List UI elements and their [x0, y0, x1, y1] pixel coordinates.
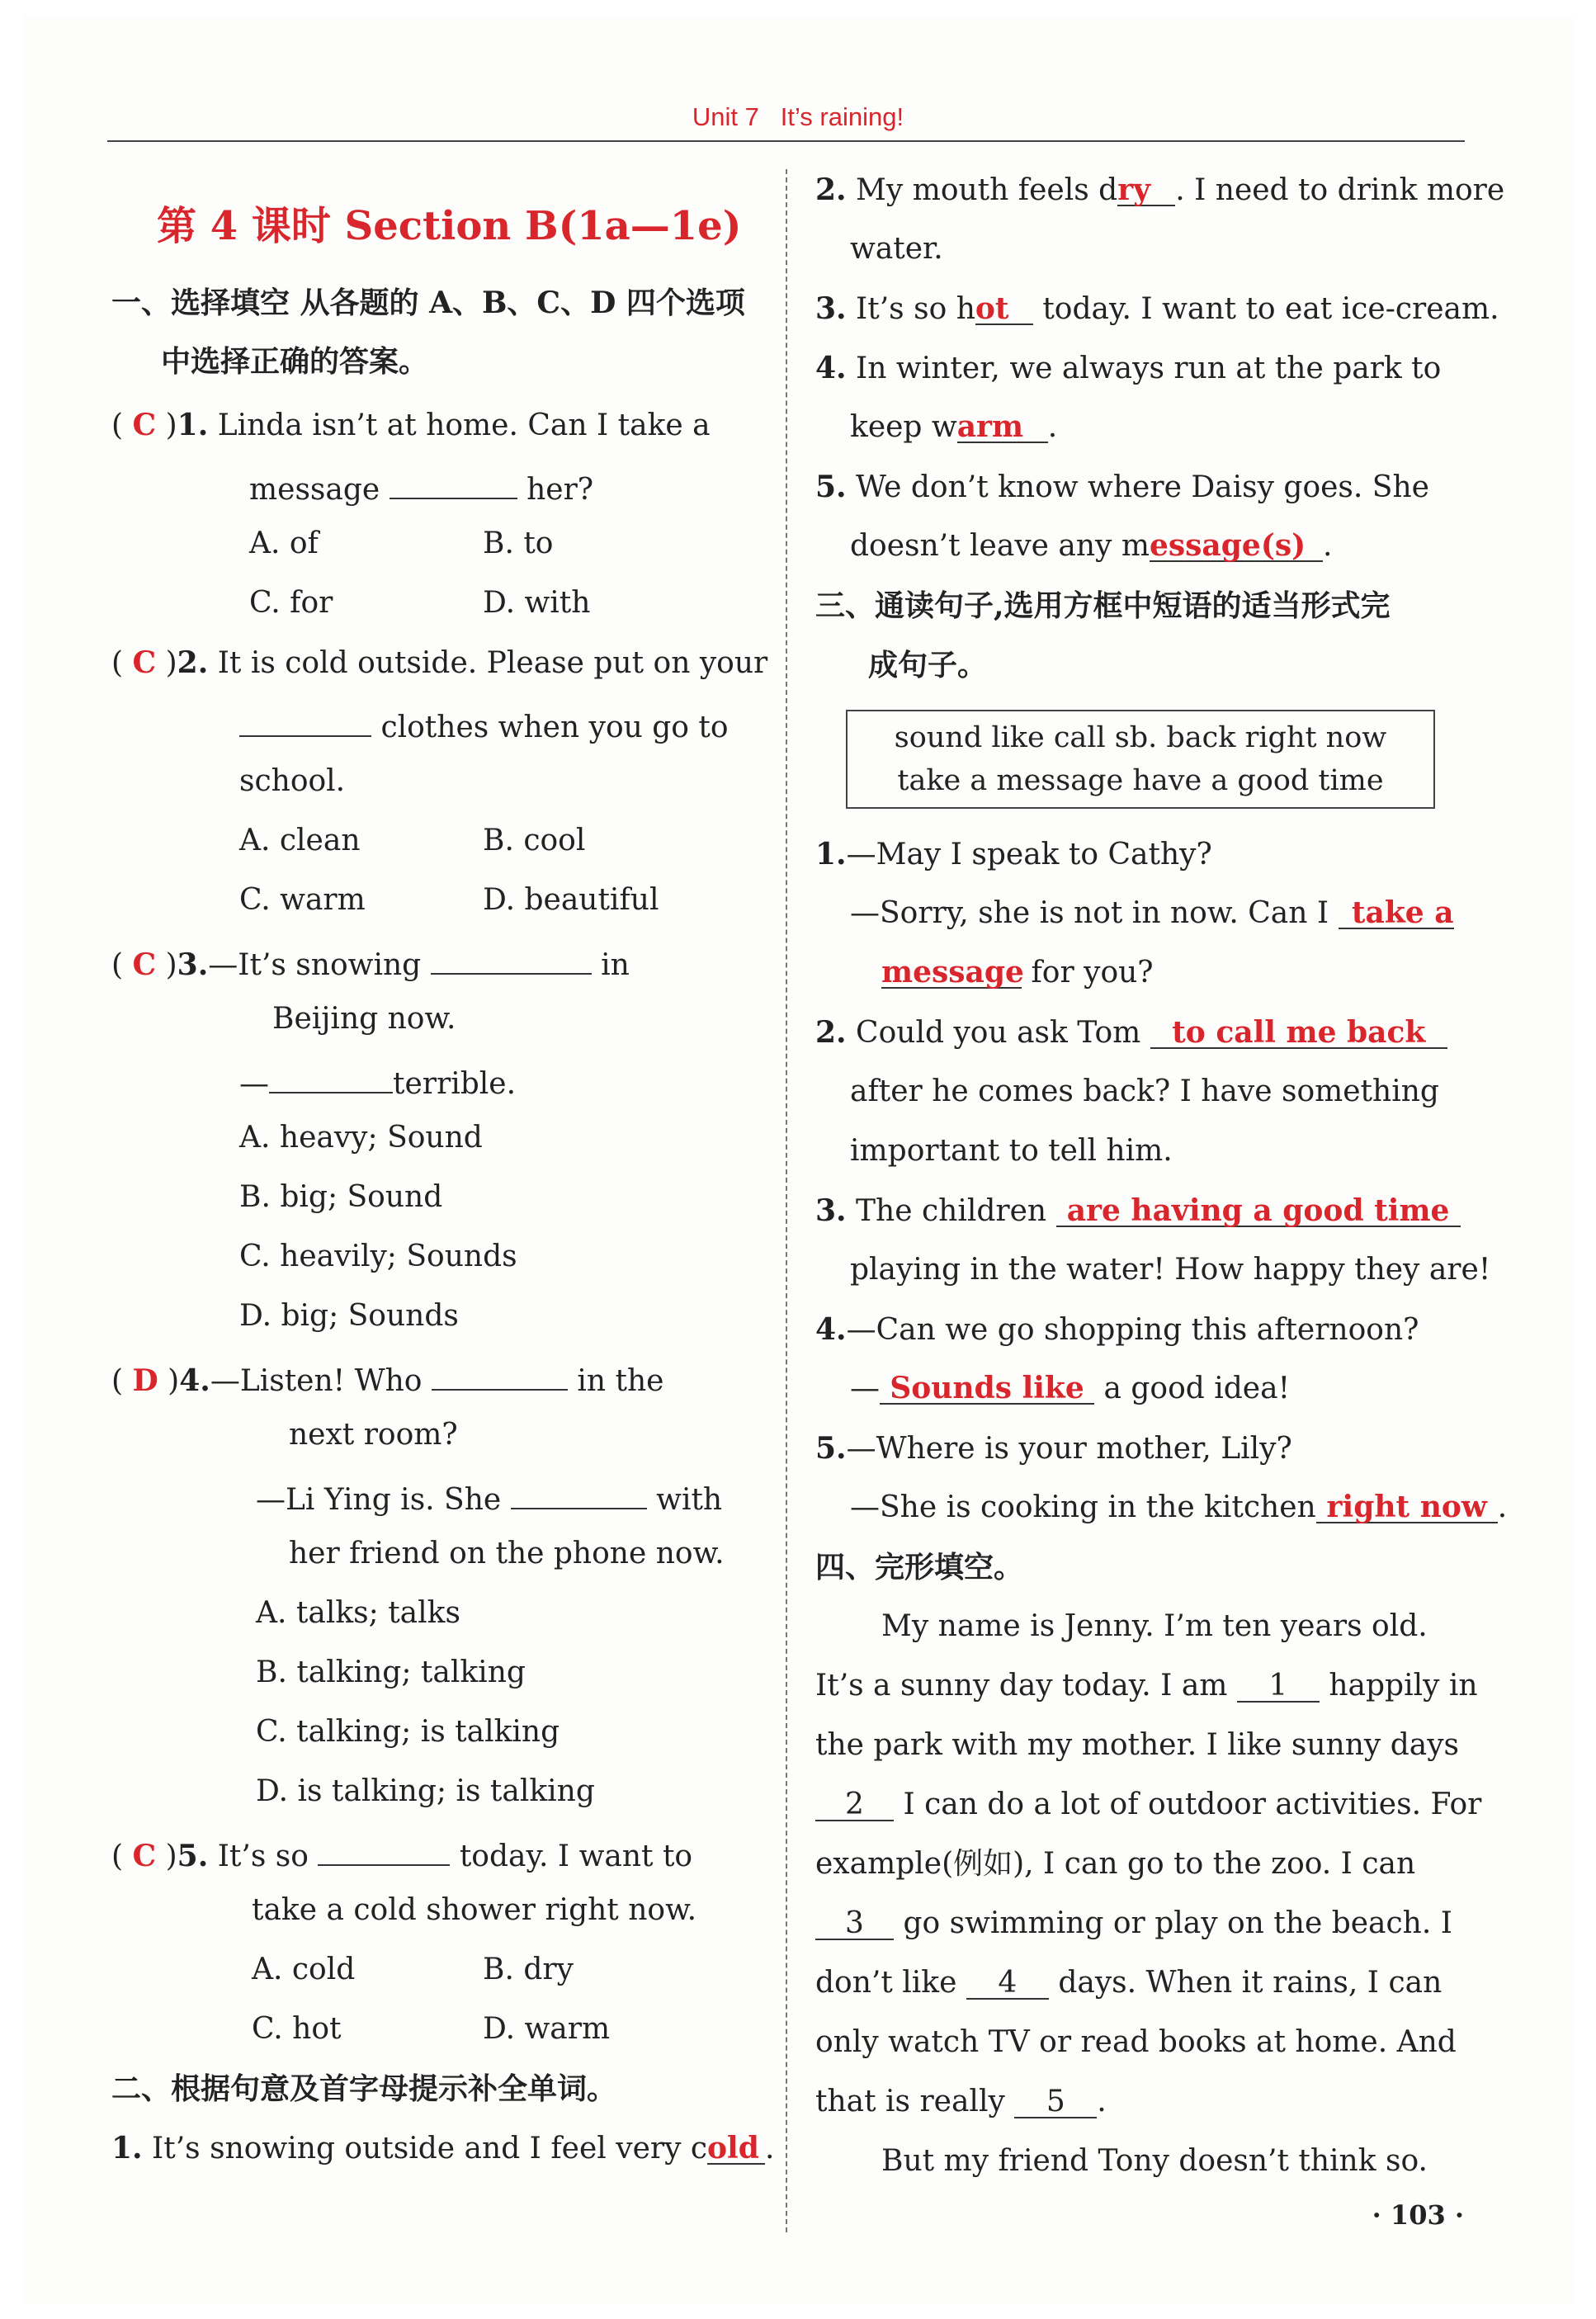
q5-answer: C — [132, 1839, 157, 1873]
header-rule — [107, 140, 1465, 142]
q1-option-c: C. for — [249, 586, 333, 620]
p3-q5-answer: right now — [1316, 1490, 1498, 1523]
q5-blank[interactable] — [318, 1833, 450, 1866]
q4-line1: ( D )4.—Listen! Who in the — [111, 1358, 663, 1400]
cloze-blank-1[interactable]: 1 — [1237, 1670, 1320, 1703]
q2-option-d: D. beautiful — [483, 883, 659, 917]
q3-line1: ( C )3.—It’s snowing in — [111, 942, 630, 984]
part2-item-4: 4. In winter, we always run at the park to — [815, 351, 1442, 385]
q5-option-c: C. hot — [252, 2012, 342, 2046]
part2-item-5: 5. We don’t know where Daisy goes. She — [815, 470, 1429, 504]
q2-line1: ( C )2. It is cold outside. Please put on your — [111, 645, 768, 680]
p3-q2-line2: after he comes back? I have something — [850, 1074, 1439, 1108]
cloze-line-1: My name is Jenny. I’m ten years old. — [881, 1609, 1428, 1643]
q2-option-c: C. warm — [239, 883, 366, 917]
q4-line4: her friend on the phone now. — [289, 1537, 725, 1570]
q1-option-a: A. of — [249, 527, 319, 560]
cloze-line-10: But my friend Tony doesn’t think so. — [881, 2144, 1428, 2178]
q2-line2: clothes when you go to — [239, 704, 729, 746]
q2-answer: C — [132, 645, 157, 680]
phrase-box-row-1: sound like call sb. back right now — [894, 721, 1387, 754]
p3-q1-line3: message for you? — [881, 955, 1154, 989]
q4-answer: D — [132, 1363, 158, 1398]
q1-line1: ( C )1. Linda isn’t at home. Can I take a — [111, 408, 711, 442]
phrase-box-row-2: take a message have a good time — [897, 764, 1384, 797]
q4-line3: —Li Ying is. She with — [256, 1476, 722, 1518]
p3-q2-line1: 2. Could you ask Tom to call me back — [815, 1014, 1447, 1051]
cloze-line-5: example(例如), I can go to the zoo. I can — [815, 1847, 1416, 1881]
part2-item-1: 1. It’s snowing outside and I feel very cold . — [111, 2131, 775, 2166]
part4-heading: 四、完形填空。 — [815, 1550, 1024, 1585]
p3-q1-answer-a: take a — [1339, 896, 1454, 929]
q3-option-a: A. heavy; Sound — [239, 1121, 483, 1155]
q4-option-b: B. talking; talking — [256, 1655, 526, 1689]
part3-heading-cont: 成句子。 — [868, 648, 988, 682]
q5-line2: take a cold shower right now. — [252, 1893, 697, 1927]
q4-option-d: D. is talking; is talking — [256, 1774, 595, 1808]
p3-q1-line1: 1.—May I speak to Cathy? — [815, 837, 1212, 871]
q5-option-a: A. cold — [252, 1953, 356, 1986]
cloze-line-4: 2 I can do a lot of outdoor activities. For — [815, 1787, 1481, 1823]
q1-option-b: B. to — [483, 527, 554, 560]
part1-heading-cont: 中选择正确的答案。 — [161, 344, 429, 379]
part2-answer-2: ry — [1117, 173, 1175, 206]
cloze-line-8: only watch TV or read books at home. And — [815, 2025, 1457, 2059]
part2-heading: 二、根据句意及首字母提示补全单词。 — [111, 2071, 617, 2106]
cloze-line-6: 3 go swimming or play on the beach. I — [815, 1906, 1452, 1942]
cloze-line-2: It’s a sunny day today. I am 1 happily in — [815, 1669, 1478, 1703]
q3-answer: C — [132, 947, 157, 982]
q4-line2: next room? — [289, 1418, 458, 1452]
p3-q3-line1: 3. The children are having a good time — [815, 1193, 1461, 1230]
p3-q5-line1: 5.—Where is your mother, Lily? — [815, 1431, 1292, 1466]
q1-blank[interactable] — [390, 466, 517, 499]
part1-heading: 一、选择填空 从各题的 A、B、C、D 四个选项 — [111, 286, 745, 320]
part2-answer-5: essage(s) — [1150, 529, 1323, 562]
running-header — [0, 102, 1596, 132]
p3-q2-line3: important to tell him. — [850, 1134, 1173, 1168]
q2-option-b: B. cool — [483, 824, 586, 857]
q1-option-d: D. with — [483, 586, 591, 620]
p3-q3-answer: are having a good time — [1056, 1194, 1461, 1227]
q3-blank-1[interactable] — [431, 942, 592, 975]
q4-blank-2[interactable] — [511, 1476, 647, 1509]
unit-label: Unit 7 — [692, 102, 759, 131]
part2-item-2-cont: water. — [850, 232, 943, 266]
q1-answer: C — [132, 408, 157, 442]
part2-item-2: 2. My mouth feels dry . I need to drink more — [815, 172, 1505, 207]
q2-option-a: A. clean — [239, 824, 361, 857]
cloze-line-9: that is really 5 . — [815, 2085, 1107, 2118]
q2-blank[interactable] — [239, 704, 371, 737]
q4-option-a: A. talks; talks — [256, 1596, 460, 1630]
q5-option-d: D. warm — [483, 2012, 611, 2046]
q2-line3: school. — [239, 764, 346, 798]
unit-title: It’s raining! — [780, 102, 904, 131]
q3-line2: Beijing now. — [272, 1002, 456, 1036]
cloze-blank-5[interactable]: 5 — [1014, 2085, 1097, 2118]
p3-q3-line2: playing in the water! How happy they are! — [850, 1253, 1491, 1287]
p3-q5-line2: —She is cooking in the kitchen right now . — [850, 1490, 1508, 1524]
part2-item-4-cont: keep warm . — [850, 409, 1058, 444]
q3-option-d: D. big; Sounds — [239, 1299, 459, 1333]
p3-q4-answer: Sounds like — [880, 1372, 1094, 1405]
phrase-box — [846, 710, 1435, 809]
cloze-blank-4[interactable]: 4 — [966, 1967, 1049, 2000]
lesson-title: 第 4 课时 Section B(1a—1e) — [157, 203, 742, 249]
cloze-line-7: don’t like 4 days. When it rains, I can — [815, 1966, 1443, 2000]
cloze-blank-3[interactable]: 3 — [815, 1907, 894, 1940]
column-divider — [786, 169, 787, 2232]
q5-option-b: B. dry — [483, 1953, 574, 1986]
q3-option-b: B. big; Sound — [239, 1180, 443, 1214]
part2-answer-3: ot — [975, 292, 1033, 325]
q3-option-c: C. heavily; Sounds — [239, 1240, 517, 1273]
p3-q1-line2: —Sorry, she is not in now. Can I take a — [850, 895, 1454, 930]
part2-item-3: 3. It’s so hot today. I want to eat ice-cream. — [815, 291, 1499, 326]
p3-q4-line2: — Sounds like a good idea! — [850, 1371, 1291, 1405]
cloze-blank-2[interactable]: 2 — [815, 1788, 894, 1821]
p3-q2-answer: to call me back — [1150, 1016, 1447, 1049]
q1-line2: message her? — [249, 466, 593, 508]
q5-line1: ( C )5. It’s so today. I want to — [111, 1833, 692, 1875]
q4-option-c: C. talking; is talking — [256, 1715, 560, 1749]
p3-q4-line1: 4.—Can we go shopping this afternoon? — [815, 1312, 1419, 1347]
q3-blank-2[interactable] — [269, 1060, 393, 1093]
cloze-line-3: the park with my mother. I like sunny days — [815, 1728, 1460, 1762]
p3-q1-answer-b: message — [881, 955, 1024, 989]
page-number: · 103 · — [1372, 2199, 1464, 2231]
part2-item-5-cont: doesn’t leave any message(s) . — [850, 528, 1333, 563]
q3-line3: — terrible. — [239, 1060, 516, 1103]
q4-blank-1[interactable] — [432, 1358, 568, 1391]
part2-answer-4: arm — [957, 410, 1048, 443]
part2-answer-1: old — [707, 2132, 765, 2165]
part3-heading: 三、通读句子,选用方框中短语的适当形式完 — [815, 588, 1391, 623]
